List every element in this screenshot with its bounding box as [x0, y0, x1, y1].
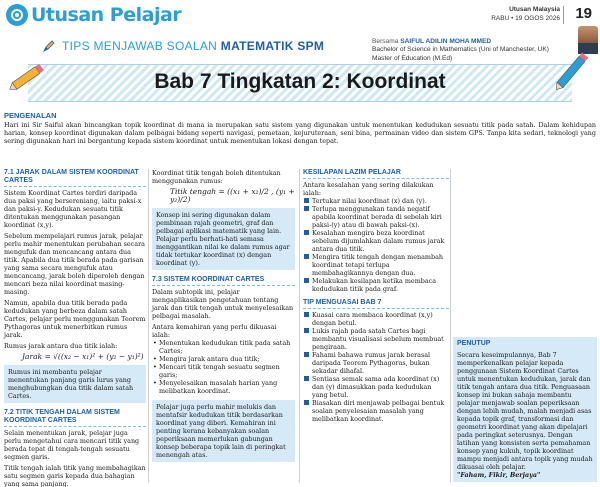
column-divider: [450, 169, 451, 483]
column-divider: [148, 169, 149, 483]
intro-heading: PENGENALAN: [4, 111, 57, 120]
column-3: [303, 169, 449, 423]
midpoint-formula: Titik tengah = ((x₁ + x₂)/2 , (y₁ + y₂)/2): [170, 187, 295, 204]
section-7-1-heading: 7.1 JARAK DALAM SISTEM KOORDINAT CARTES: [4, 169, 146, 187]
tips-subject: MATEMATIK SPM: [220, 39, 325, 53]
list-item: Fahami bahawa rumus jarak berasal daripada Teorem Pythagoras, bukan sekadar dihafal.: [303, 351, 449, 375]
list-item: Kesalahan mengira beza koordinat sebelum dijumlahkan dalam rumus jarak antara dua titik.: [303, 229, 449, 253]
paragraph: Sebelum mempelajari rumus jarak, pelajar perlu mahir menentukan perubahan secara mengufuk dan mencancang antara dua titik. Apabila dua titik berada pada garisan yang sama secara mengufuk atau mencancang, jarak boleh diperoleh dengan mencari beza nilai koordinat masing-masing.: [4, 232, 145, 296]
author-degree-1: Bachelor of Science in Mathematics (Uni of Manchester, UK): [372, 46, 550, 54]
mistakes-heading: KESILAPAN LAZIM PELAJAR: [303, 169, 449, 179]
paragraph: Dalam subtopik ini, pelajar mengaplikasikan pengetahuan tentang jarak dan titik tengah untuk menyelesaikan pelbagai masalah.: [152, 288, 294, 320]
tips-title: [62, 39, 324, 53]
distance-formula: Jarak = √((x₂ − x₁)² + (y₂ − y₁)²): [22, 352, 144, 361]
pencil-tip-icon: [42, 39, 56, 53]
author-degree-2: Master of Education (M.Ed): [372, 54, 453, 62]
page-title: Bab 7 Tingkatan 2: Koordinat: [154, 70, 446, 93]
list-item: Mengira titik tengah dengan menambah koordinat tetapi terlupa membahagikannya dengan dua.: [303, 253, 449, 277]
conclusion-body: Secara keseimpulannya, Bab 7 memperkenalkan pelajar kepada penggunaan Sistem Koordinat Cartes untuk menentukan kedudukan, jarak dan titik tengah antara dua titik. Penguasaan konsep ini bukan sahaja membantu pelajar menjawab soalan peperiksaan dengan lebih mudah, malah menjadi asas kepada topik graf, transformasi dan geometri koordinat yang akan dipelajari pada peringkat seterusnya. Dengan latihan yang konsisten serta pemahaman konsep yang kukuh, topik koordinat mampu menjadi antara topik yang mudah dikuasai oleh pelajar.: [457, 351, 593, 471]
conclusion-box: [453, 337, 597, 482]
paragraph: Namun, apabila dua titik berada pada kedudukan yang berbeza dalam satah Cartes, pelajar perlu menggunakan Teorem Pythagoras untuk menerbitkan rumus jarak.: [4, 299, 146, 339]
motto: "Faham, Fikir, Berjaya": [457, 471, 541, 479]
paragraph: Titik tengah ialah titik yang membahagikan satu segmen garis kepada dua bahagian yang sama panjang.: [4, 464, 146, 487]
paragraph: Antara kesalahan yang sering dilakukan ialah:: [303, 181, 434, 197]
list-item: Sentiasa semak sama ada koordinat (x) dan (y) dimasukkan pada kedudukan yang betul.: [303, 375, 449, 399]
section-logo: Utusan Pelajar: [31, 4, 182, 26]
publication-date: RABU • 19 OGOS 2026: [491, 15, 560, 22]
tips-prefix: TIPS MENJAWAB SOALAN: [62, 39, 221, 53]
list-item: • Mengira jarak antara dua titik;: [152, 355, 295, 363]
masthead: [0, 0, 600, 36]
author-with-label: Bersama: [372, 38, 399, 45]
tips-heading: TIP MENGUASAI BAB 7: [303, 299, 449, 309]
conclusion-heading: PENUTUP: [457, 340, 491, 347]
title-banner: [0, 58, 600, 108]
paragraph: Selain menentukan jarak, pelajar juga perlu mengetahui cara mencari titik yang berada tepat di tengah-tengah sesuatu segmen garis.: [4, 429, 140, 461]
publication-info: [491, 5, 560, 23]
publication-name: Utusan Malaysia: [509, 6, 560, 13]
page-divider: [563, 6, 564, 24]
section-7-2-heading: 7.2 TITIK TENGAH DALAM SISTEM KOORDINAT CARTES: [4, 409, 146, 427]
intro-body: Hari ini Sir Saiful akan bincangkan topik koordinat di mana ia merupakan satu sistem yang digunakan untuk menentukan kedudukan sesuatu titik pada satah. Dalam kehidupan harian, konsep koordinat digunakan dalam pelbagai bidang seperti navigasi, pemetaan, kejuruteraan, seni bina, permainan video dan sistem GPS. Tanpa kita sedari, teknologi yang sering digunakan hari ini bergantung kepada sistem koordinat untuk menentukan lokasi dengan tepat.: [4, 121, 596, 146]
column-4: [453, 169, 597, 482]
column-divider: [299, 169, 300, 483]
paragraph: Sistem Koordinat Cartes terdiri daripada dua paksi yang bersereniang, iaitu paksi-x dan paksi-y. Kedudukan sesuatu titik ditentukan menggunakan pasangan koordinat (x,y).: [4, 189, 142, 229]
note-box: Pelajar juga perlu mahir melukis dan mentafsir kedudukan titik berdasarkan koordinat yang diberi. Kemahiran ini penting kerana kebanyakan soalan peperiksaan memerlukan gabungan konsep beberapa topik lain di peringkat menengah atas.: [152, 400, 295, 462]
column-2: [152, 169, 295, 465]
list-item: • Mencari titik tengah sesuatu segmen garis;: [152, 363, 295, 379]
list-item: • Menentukan kedudukan titik pada satah Cartes;: [152, 339, 295, 355]
paragraph: Rumus jarak antara dua titik ialah:: [4, 342, 118, 350]
list-item: Terlupa menggunakan tanda negatif apabila koordinat berada di sebelah kiri paksi-(y) atau di bawah paksi-(x).: [303, 205, 449, 229]
list-item: Lukis rajah pada satah Cartes bagi membantu visualisasi sebelum membuat pengiraan.: [303, 327, 449, 351]
page-number: 19: [575, 5, 592, 22]
list-item: Kuasai cara membaca koordinat (x,y) dengan betul.: [303, 311, 449, 327]
utusan-logo-icon: [6, 4, 28, 26]
paragraph: Antara kemahiran yang perlu dikuasai ialah:: [152, 323, 277, 339]
note-box: Konsep ini sering digunakan dalam pembinaan rajah geometri, graf dan pelbagai aplikasi matematik yang lain. Pelajar perlu berhati-hati semasa menggantikan nilai ke dalam rumus agar tidak tertukar koordinat (x) dengan koordinat (y).: [152, 208, 295, 270]
note-box: Rumus ini membantu pelajar menentukan panjang garis lurus yang menghubungkan dua titik dalam satah Cartes.: [4, 365, 146, 403]
author-name: SAIFUL ADILIN MOHA MMED: [400, 38, 492, 45]
list-item: • Menyelesaikan masalah harian yang melibatkan koordinat.: [152, 379, 295, 395]
column-1: [4, 169, 146, 487]
list-item: Tertukar nilai koordinat (x) dan (y).: [303, 197, 449, 205]
list-item: Biasakan diri menjawab pelbagai bentuk soalan penyelesaian masalah yang melibatkan koordinat.: [303, 399, 449, 423]
paragraph: Koordinat titik tengah boleh ditentukan menggunakan rumus:: [152, 169, 281, 185]
list-item: Melakukan kesilapan ketika membaca kedudukan titik pada graf.: [303, 277, 449, 293]
section-7-3-heading: 7.3 SISTEM KOORDINAT CARTES: [152, 276, 295, 286]
